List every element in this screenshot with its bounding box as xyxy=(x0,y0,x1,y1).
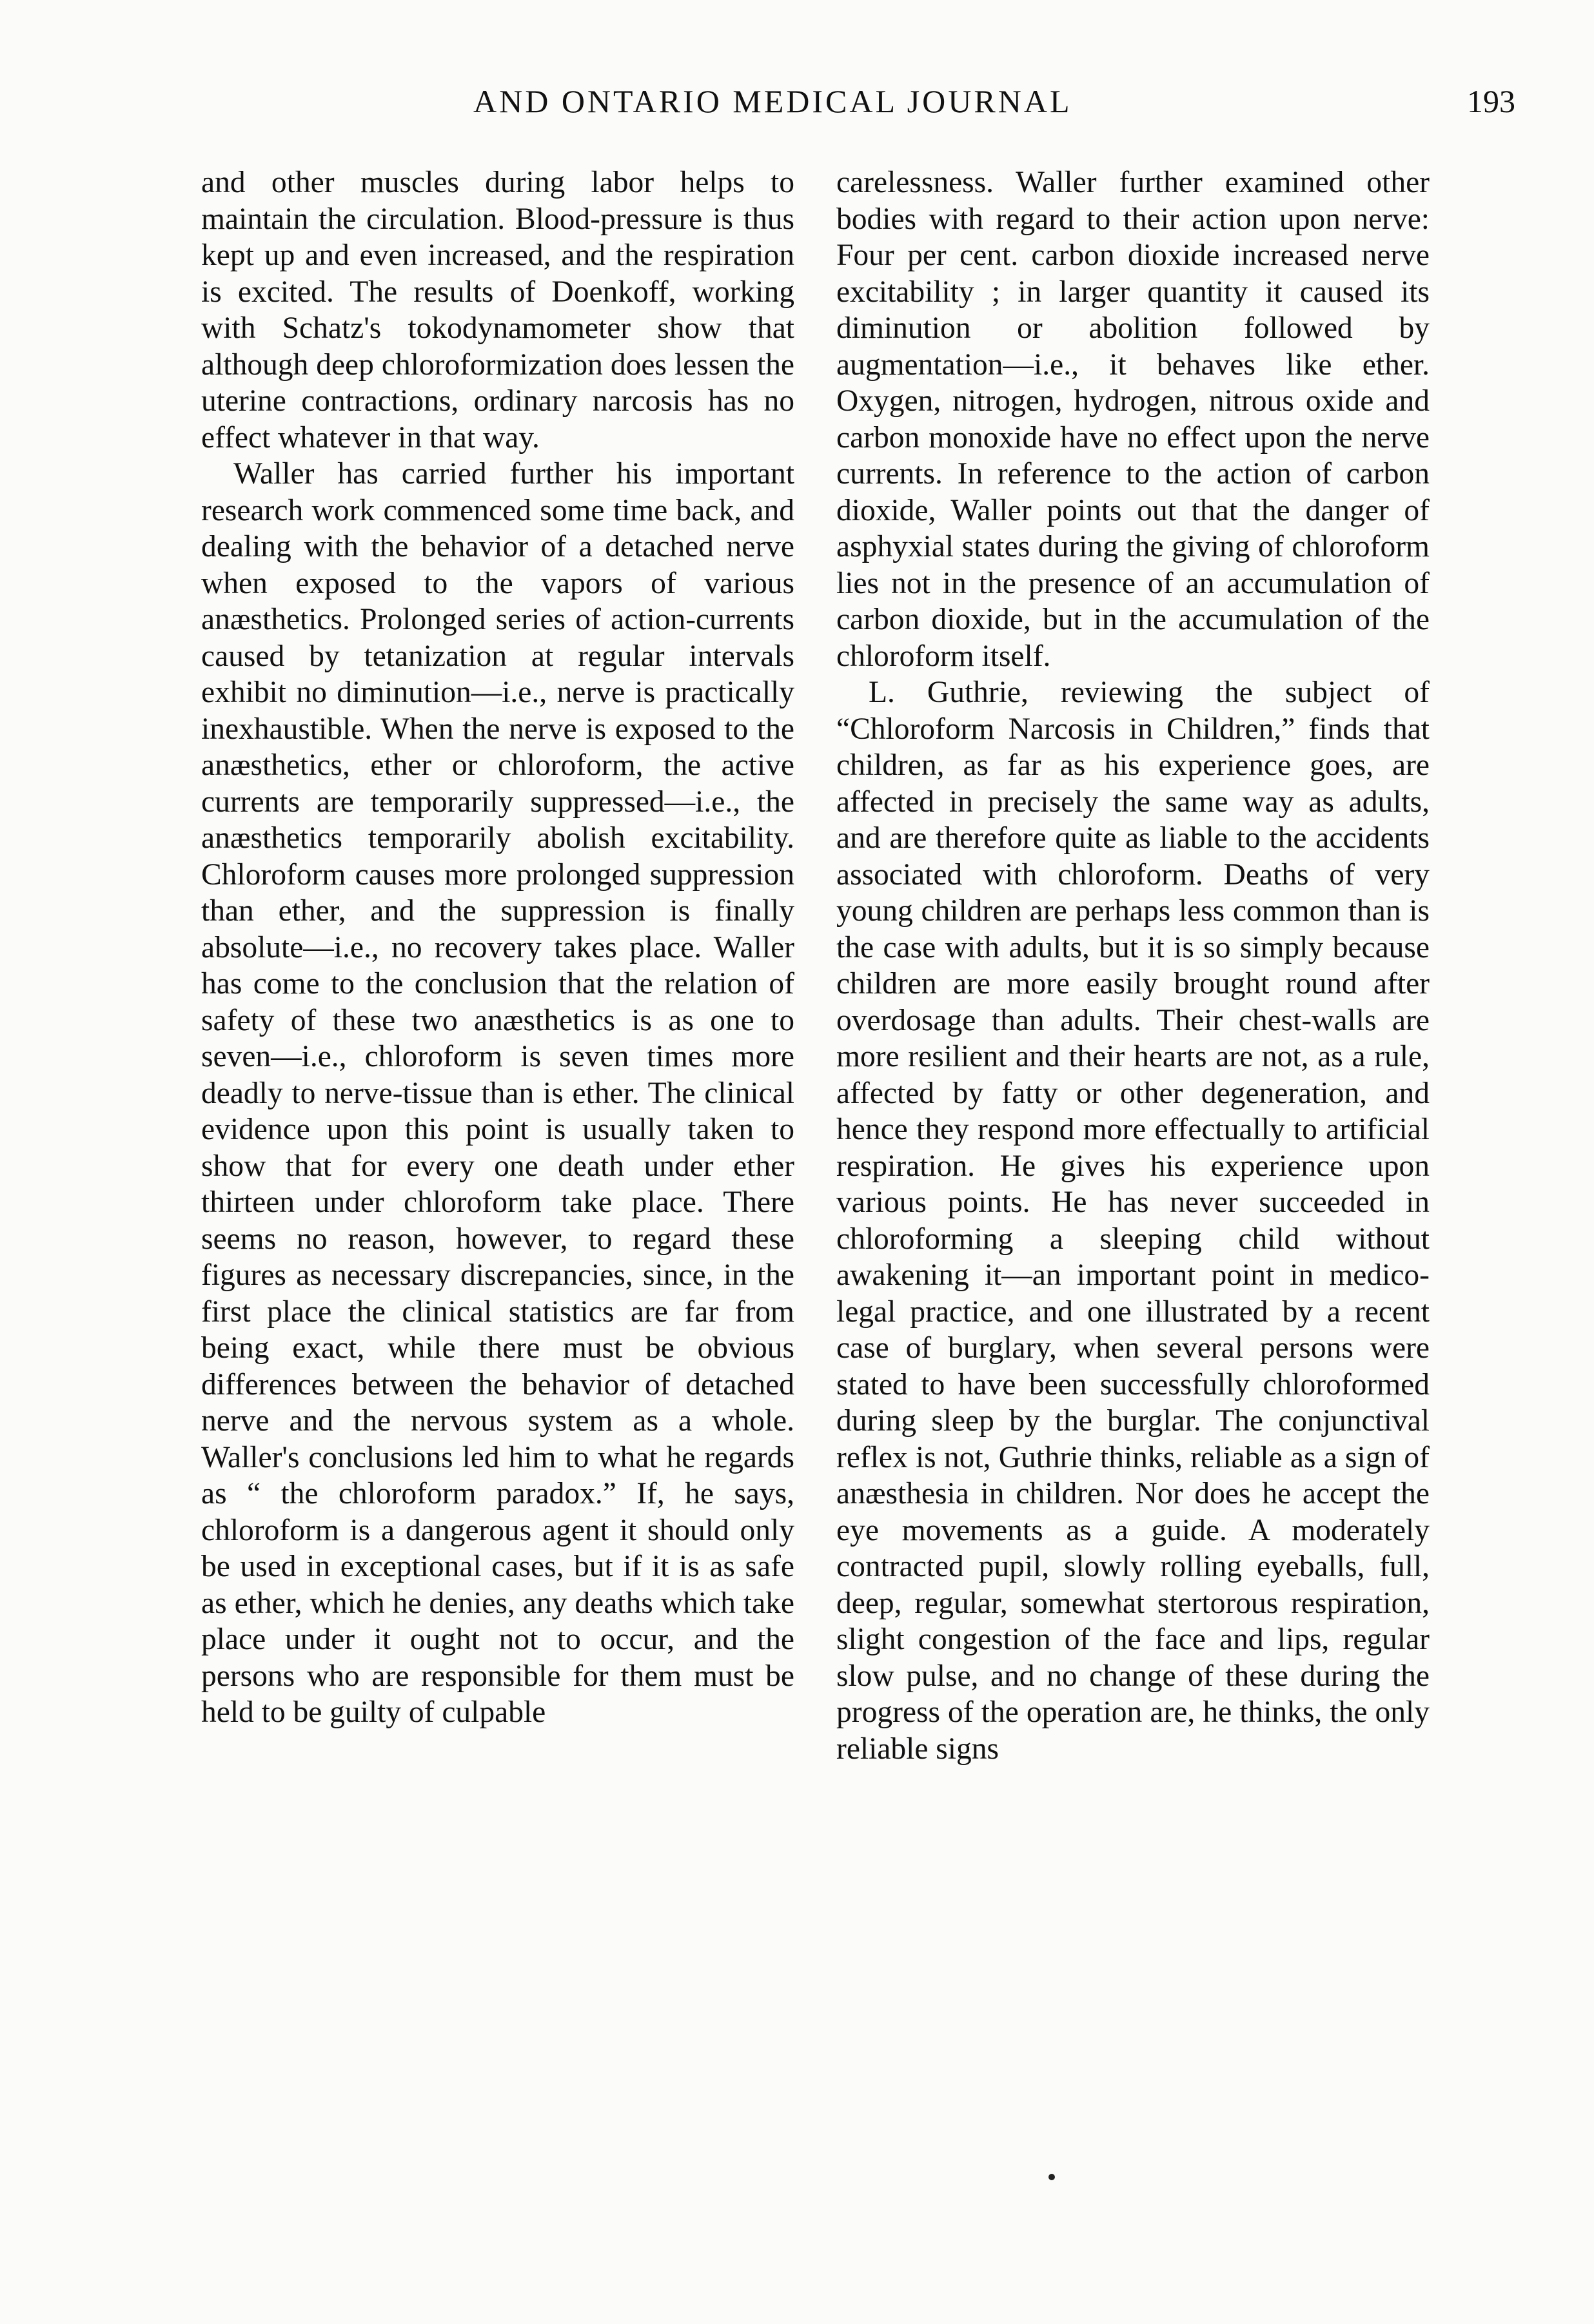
right-paragraph-1: carelessness. Waller further examined other bodies with regard to their action upon nerve: Four per cent. carbon dioxide increased nerve excitability ; in larger quantity it caused its diminution or abolition followed by augmentation—i.e., it behaves like ether. Oxygen, nitrogen, hydrogen, nitrous oxide and carbon monoxide have no effect upon the nerve currents. In reference to the action of carbon dioxide, Waller points out that the danger of asphyxial states during the giving of chloroform lies not in the presence of an accumulation of carbon dioxide, but in the accumulation of the chloroform itself. xyxy=(836,166,1430,673)
right-paragraph-2: L. Guthrie, reviewing the subject of “Chloroform Narcosis in Children,” finds that children, as far as his experience goes, are affected in precisely the same way as adults, and are therefore quite as liable to the accidents associated with chloroform. Deaths of very young children are perhaps less common than is the case with adults, but it is so simply because children are more easily brought round after overdosage than adults. Their chest-walls are more resilient and their hearts are not, as a rule, affected by fatty or other degeneration, and hence they respond more effectually to artificial respiration. He gives his experience upon various points. He has never succeeded in chloroforming a sleeping child without awakening it—an important point in medico-legal practice, and one illustrated by a recent case of burglary, when several persons were stated to have been successfully chloroformed during sleep by the burglar. The conjunctival reflex is not, Guthrie thinks, reliable as a sign of anæsthesia in children. Nor does he accept the eye movements as a guide. A moderately contracted pupil, slowly rolling eyeballs, full, deep, regular, somewhat stertorous respiration, slight congestion of the face and lips, regular slow pulse, and no change of these during the progress of the operation are, he thinks, the only reliable signs xyxy=(836,676,1430,1766)
right-column xyxy=(836,164,1430,1767)
page-number: 193 xyxy=(1467,83,1515,119)
left-paragraph-1: and other muscles during labor helps to maintain the circulation. Blood-pressure is thus kept up and even increased, and the respiration is excited. The results of Doenkoff, working with Schatz's tokodynamometer show that although deep chloroformization does lessen the uterine contractions, ordinary narcosis has no effect whatever in that way. xyxy=(201,166,794,454)
left-paragraph-2: Waller has carried further his important research work commenced some time back, and dealing with the behavior of a detached nerve when exposed to the vapors of various anæsthetics. Prolonged series of action-currents caused by tetanization at regular intervals exhibit no diminution—i.e., nerve is practically inexhaustible. When the nerve is exposed to the anæsthetics, ether or chloroform, the active currents are temporarily suppressed—i.e., the anæsthetics temporarily abolish excitability. Chloroform causes more prolonged suppression than ether, and the suppression is finally absolute—i.e., no recovery takes place. Waller has come to the conclusion that the relation of safety of these two anæsthetics is as one to seven—i.e., chloroform is seven times more deadly to nerve-tissue than is ether. The clinical evidence upon this point is usually taken to show that for every one death under ether thirteen under chloroform take place. There seems no reason, however, to regard these figures as necessary discrepancies, since, in the first place the clinical statistics are far from being exact, while there must be obvious differences between the behavior of detached nerve and the nervous system as a whole. Waller's conclusions led him to what he regards as “ the chloroform paradox.” If, he says, chloroform is a dangerous agent it should only be used in exceptional cases, but if it is as safe as ether, which he denies, any deaths which take place under it ought not to occur, and the persons who are responsible for them must be held to be guilty of culpable xyxy=(201,457,794,1729)
printer-dot-mark xyxy=(1048,2174,1055,2180)
journal-title: AND ONTARIO MEDICAL JOURNAL xyxy=(473,83,1072,119)
left-column xyxy=(201,164,794,1731)
running-header xyxy=(0,83,1594,121)
